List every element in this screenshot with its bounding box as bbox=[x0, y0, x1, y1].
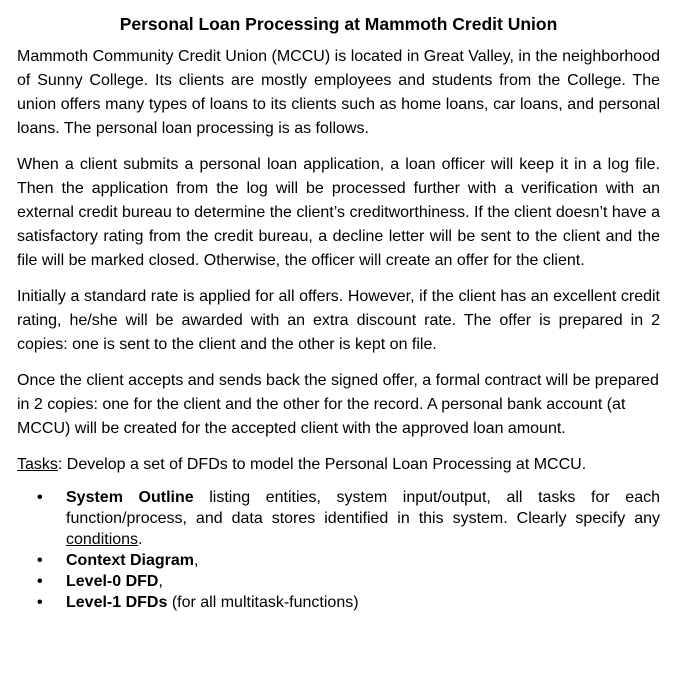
task-item-context-diagram bbox=[17, 550, 660, 571]
task-item-text: listing entities, system input/output, all tasks for each function/process, and data stores identified in this system. Clearly specify any bbox=[66, 489, 660, 527]
bullet-icon: • bbox=[37, 489, 43, 506]
task-item-bold: System Outline bbox=[66, 489, 194, 506]
task-item-tail: . bbox=[138, 531, 143, 548]
document-title: Personal Loan Processing at Mammoth Credit Union bbox=[119, 14, 558, 34]
tasks-text: : Develop a set of DFDs to model the Personal Loan Processing at MCCU. bbox=[57, 456, 587, 473]
task-item-text: , bbox=[158, 573, 163, 590]
bullet-icon: • bbox=[37, 573, 43, 590]
task-item-level-0-dfd bbox=[17, 571, 660, 592]
task-item-text: , bbox=[194, 552, 199, 569]
task-list bbox=[17, 487, 660, 613]
paragraph-application: When a client submits a personal loan application, a loan officer will keep it in a log file. Then the application from the log will be processed further with a verification with an external credit bureau to determine the client’s creditworthiness. If the client doesn’t have a satisfactory rating from the credit bureau, a decline letter will be sent to the client and the file will be marked closed. Otherwise, the officer will create an offer for the client. bbox=[17, 156, 660, 269]
task-item-bold: Level-1 DFDs bbox=[66, 594, 168, 611]
tasks-statement bbox=[17, 453, 660, 477]
task-item-text: (for all multitask-functions) bbox=[167, 594, 359, 611]
task-item-underlined: conditions bbox=[66, 531, 139, 548]
bullet-icon: • bbox=[37, 552, 43, 569]
bullet-icon: • bbox=[37, 594, 43, 611]
task-item-bold: Level-0 DFD bbox=[66, 573, 159, 590]
paragraph-intro: Mammoth Community Credit Union (MCCU) is located in Great Valley, in the neighborhood of Sunny College. Its clients are mostly employees and students from the College. The union offers many types of loans to its clients such as home loans, car loans, and personal loans. The personal loan processing is as follows. bbox=[17, 48, 660, 137]
paragraph-rates: Initially a standard rate is applied for all offers. However, if the client has an excellent credit rating, he/she will be awarded with an extra discount rate. The offer is prepared in 2 copies: one is sent to the client and the other is kept on file. bbox=[17, 288, 660, 353]
task-item-bold: Context Diagram bbox=[66, 552, 195, 569]
task-item-system-outline bbox=[17, 487, 660, 550]
task-item-level-1-dfds bbox=[17, 592, 660, 613]
tasks-label: Tasks bbox=[17, 456, 58, 473]
document bbox=[17, 8, 660, 613]
paragraph-contract: Once the client accepts and sends back the signed offer, a formal contract will be prepared in 2 copies: one for the client and the other for the record. A personal bank account (at MCCU) will be created for the accepted client with the approved loan amount. bbox=[17, 372, 659, 437]
